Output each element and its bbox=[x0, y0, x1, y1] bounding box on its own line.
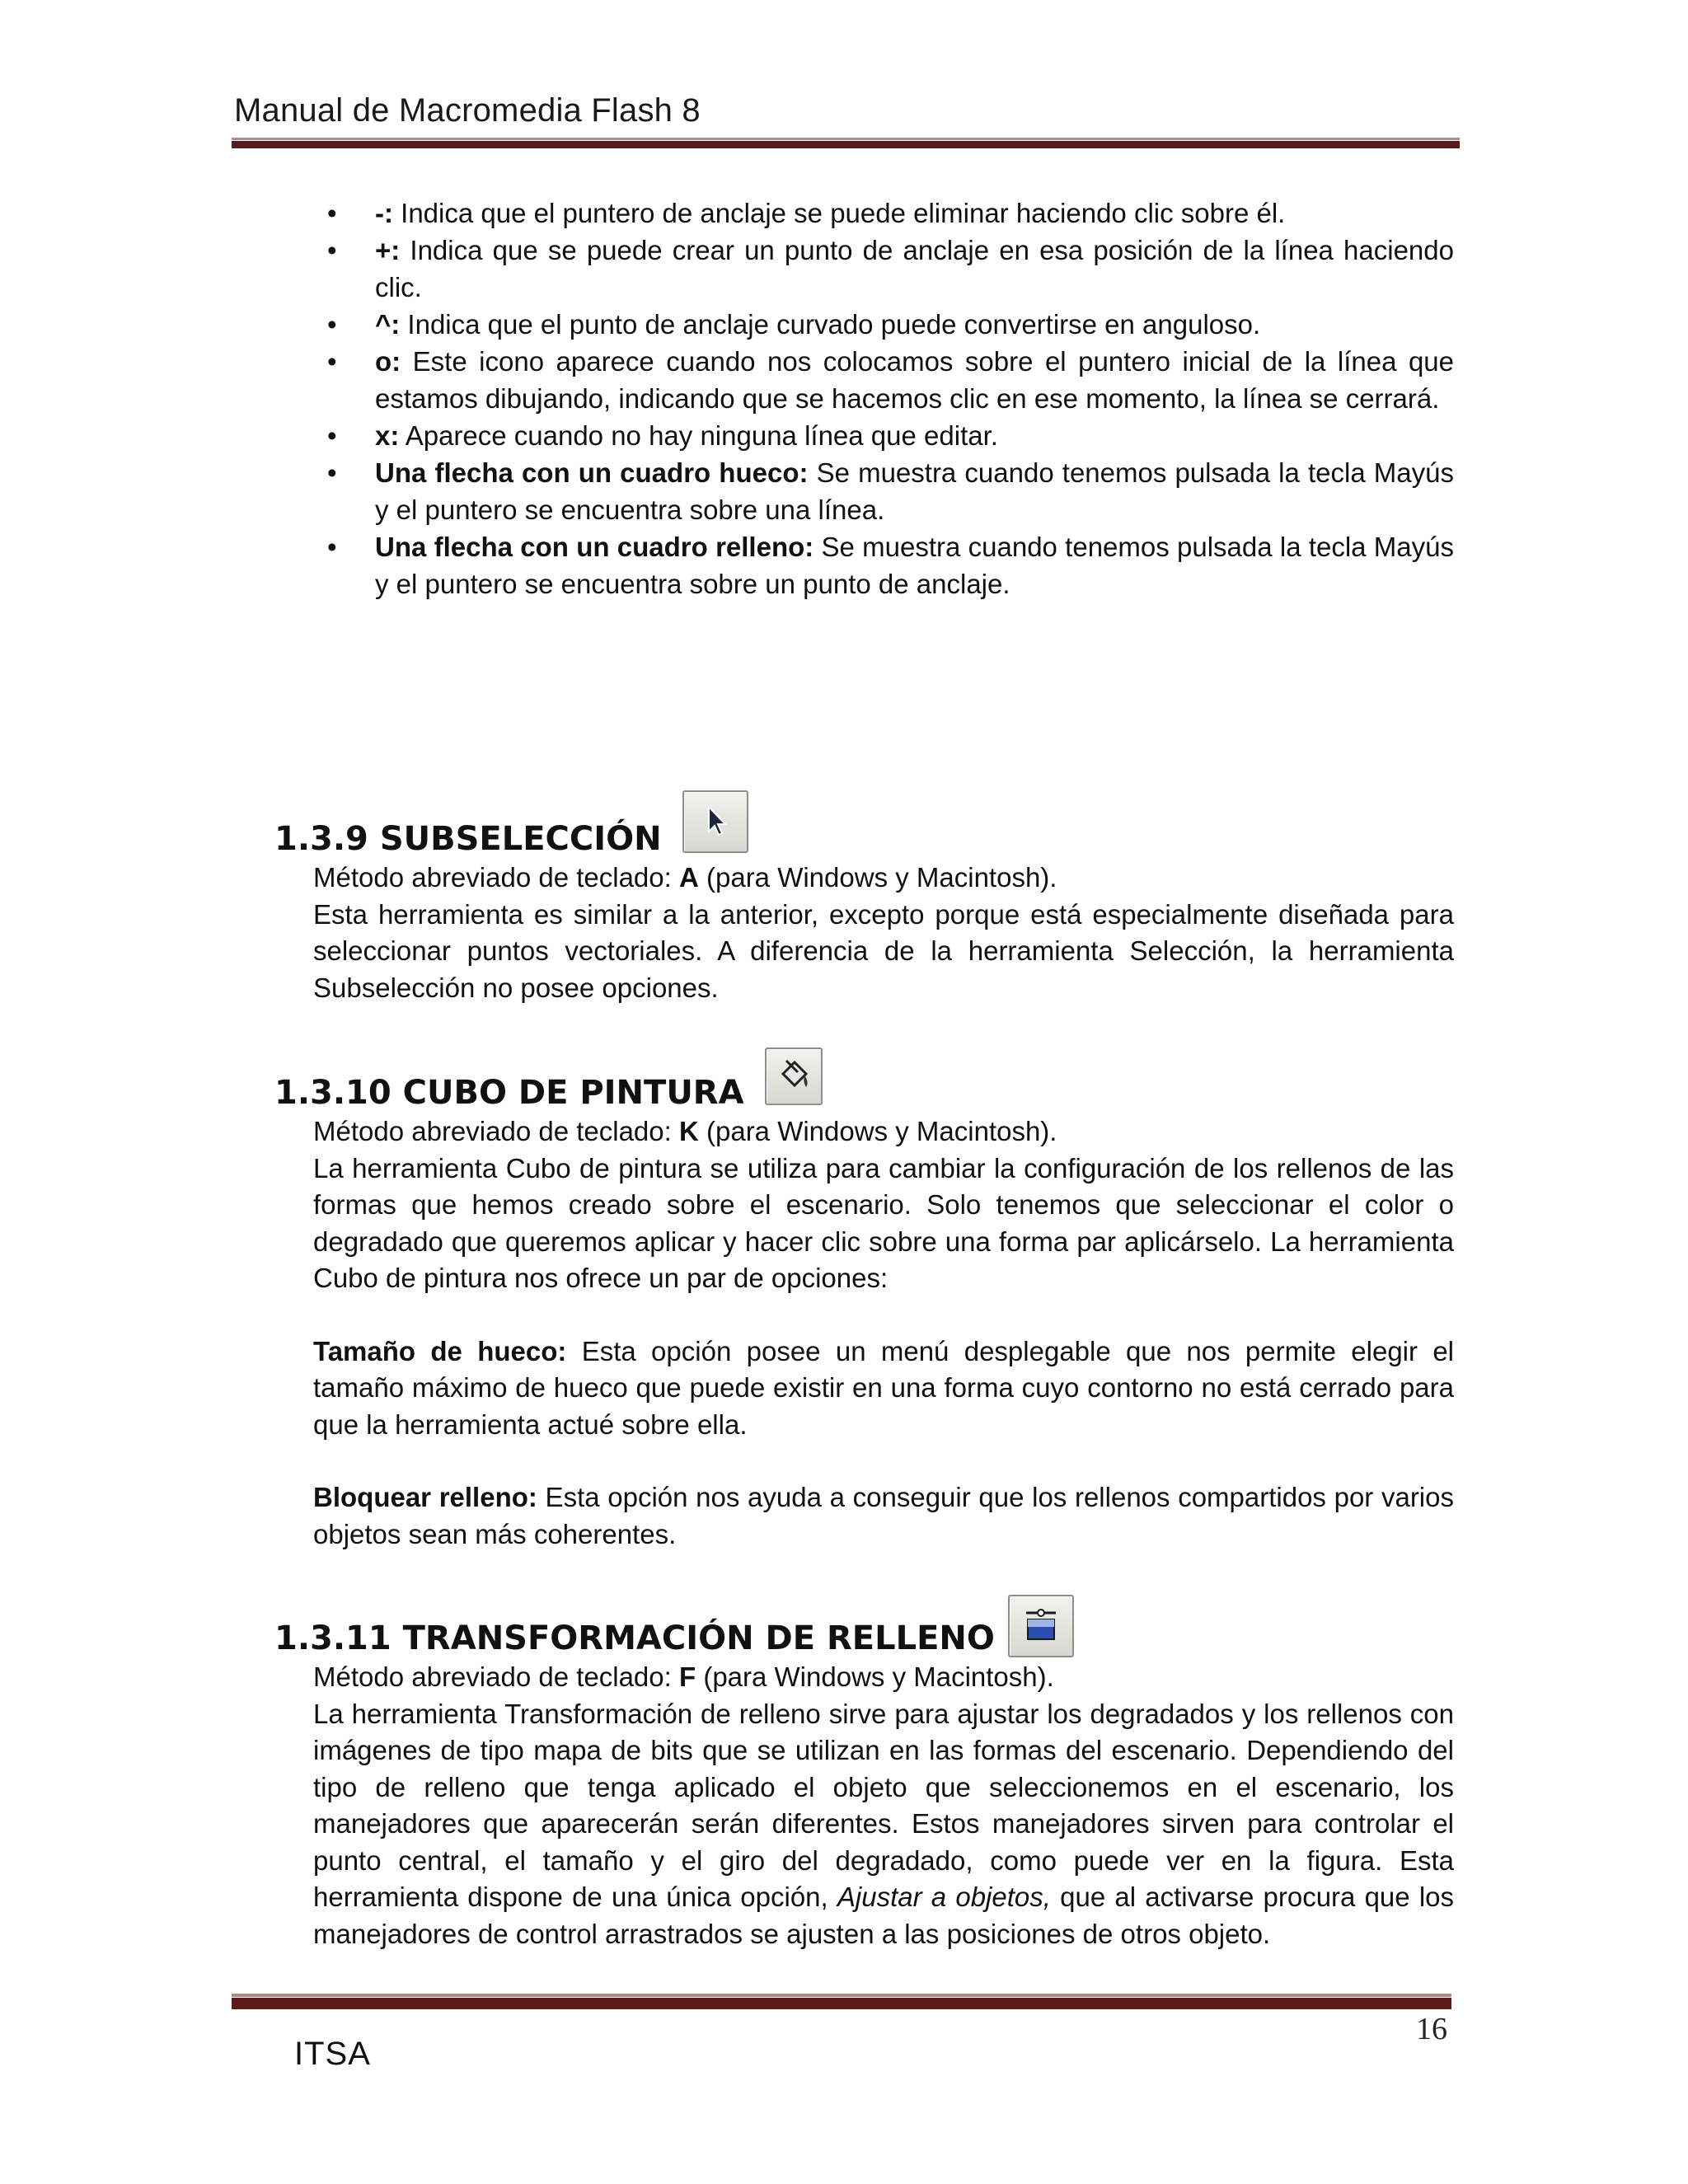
shortcut-line: Método abreviado de teclado: K (para Windows y Macintosh). bbox=[313, 1116, 1057, 1146]
list-item: • -: Indica que el puntero de anclaje se puede eliminar haciendo clic sobre él. bbox=[375, 194, 1454, 232]
section-body bbox=[313, 1113, 1454, 1553]
section-heading: 1.3.9 SUBSELECCIÓN bbox=[274, 818, 1454, 860]
list-item: • x: Aparece cuando no hay ninguna línea que editar. bbox=[375, 417, 1454, 454]
fill-transform-icon bbox=[1008, 1595, 1074, 1657]
bullet-icon: • bbox=[327, 532, 337, 562]
pointer-symbol-list bbox=[327, 194, 1455, 602]
list-item: • o: Este icono aparece cuando nos colocamos sobre el puntero inicial de la línea que estamos dibujando, indicando que se hacemos clic en ese momento, la línea se cerrará. bbox=[375, 343, 1454, 417]
section-heading: 1.3.11 TRANSFORMACIÓN DE RELLENO bbox=[274, 1618, 1454, 1659]
subselection-arrow-icon bbox=[682, 790, 748, 853]
document-header-title: Manual de Macromedia Flash 8 bbox=[234, 92, 701, 129]
footer-organization: ITSA bbox=[294, 2036, 371, 2072]
bullet-icon: • bbox=[327, 309, 337, 340]
section-body bbox=[313, 860, 1454, 1006]
section-body bbox=[313, 1659, 1454, 1952]
paragraph: La herramienta Cubo de pintura se utiliza para cambiar la configuración de los rellenos de las formas que hemos creado sobre el escenario. Solo tenemos que seleccionar el color o degradado que queremos aplicar y hacer clic sobre una forma par aplicárselo. La herramienta Cubo de pintura nos ofrece un par de opciones: bbox=[313, 1152, 1454, 1293]
bullet-icon: • bbox=[327, 346, 337, 377]
section-cubo-de-pintura bbox=[274, 1072, 1454, 1553]
paragraph: Esta herramienta es similar a la anterior, excepto porque está especialmente diseñada para seleccionar puntos vectoriales. A diferencia de la herramienta Selección, la herramienta Subselección no posee opciones. bbox=[313, 898, 1454, 1003]
list-item: • Una flecha con un cuadro relleno: Se muestra cuando tenemos pulsada la tecla Mayús y el puntero se encuentra sobre un punto de anclaje. bbox=[375, 528, 1454, 602]
section-transformacion-de-relleno bbox=[274, 1618, 1454, 1952]
bullet-icon: • bbox=[327, 235, 337, 265]
section-subseleccion bbox=[274, 818, 1454, 1006]
bullet-icon: • bbox=[327, 198, 337, 228]
paragraph: La herramienta Transformación de relleno sirve para ajustar los degradados y los rellenos con imágenes de tipo mapa de bits que se utilizan en las formas del escenario. Dependiendo del tipo de relleno que tenga aplicado el objeto que seleccionemos en el escenario, los manejadores que aparecerán serán diferentes. Estos manejadores sirven para controlar el punto central, el tamaño y el giro del degradado, como puede ver en la figura. Esta herramienta dispone de una única opción, Ajustar a objetos, que al activarse procura que los manejadores de control arrastrados se ajusten a las posiciones de otros objeto. bbox=[313, 1698, 1455, 1949]
footer-rule-thin bbox=[232, 1994, 1451, 1997]
list-item: • ^: Indica que el punto de anclaje curvado puede convertirse en anguloso. bbox=[375, 306, 1454, 343]
section-heading: 1.3.10 CUBO DE PINTURA bbox=[274, 1072, 1454, 1113]
header-rule-thin bbox=[232, 138, 1460, 140]
page-number: 16 bbox=[1416, 2012, 1447, 2046]
bullet-icon: • bbox=[327, 457, 337, 488]
option-paragraph: Bloquear relleno: Esta opción nos ayuda a conseguir que los rellenos compartidos por varios objetos sean más coherentes. bbox=[313, 1482, 1454, 1549]
bullet-icon: • bbox=[327, 420, 337, 451]
shortcut-line: Método abreviado de teclado: A (para Windows y Macintosh). bbox=[313, 862, 1057, 893]
paint-bucket-icon bbox=[765, 1047, 823, 1105]
list-item: • +: Indica que se puede crear un punto de anclaje en esa posición de la línea haciendo clic. bbox=[375, 232, 1454, 306]
shortcut-line: Método abreviado de teclado: F (para Windows y Macintosh). bbox=[313, 1661, 1054, 1692]
list-item: • Una flecha con un cuadro hueco: Se muestra cuando tenemos pulsada la tecla Mayús y el puntero se encuentra sobre una línea. bbox=[375, 454, 1454, 528]
footer-rule-thick bbox=[232, 1998, 1451, 2009]
header-rule-thick bbox=[232, 141, 1460, 148]
option-paragraph: Tamaño de hueco: Esta opción posee un menú desplegable que nos permite elegir el tamaño máximo de hueco que puede existir en una forma cuyo contorno no está cerrado para que la herramienta actué sobre ella. bbox=[313, 1335, 1454, 1440]
